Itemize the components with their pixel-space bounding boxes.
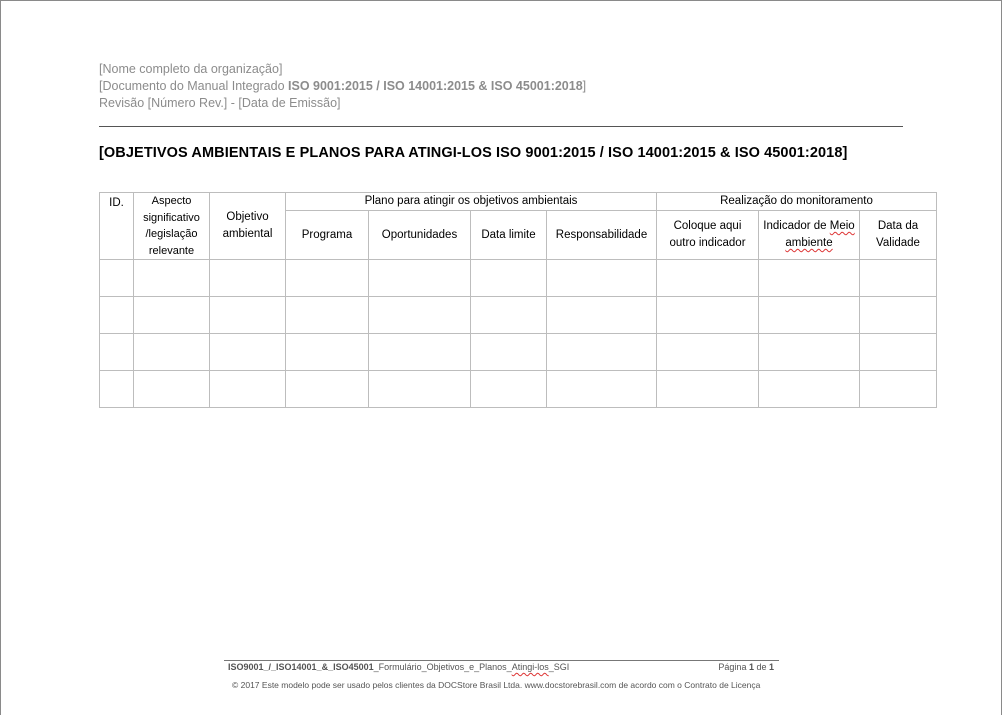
table-cell[interactable] — [860, 260, 937, 297]
table-cell[interactable] — [759, 371, 860, 408]
document-reference-suffix: ] — [582, 79, 587, 93]
revision-line: Revisão [Número Rev.] - [Data de Emissão] — [99, 96, 341, 110]
table-cell[interactable] — [100, 334, 134, 371]
footer-divider — [224, 660, 779, 661]
table-cell[interactable] — [759, 260, 860, 297]
column-deadline: Data limite — [471, 211, 547, 260]
table-cell[interactable] — [286, 371, 369, 408]
table-cell[interactable] — [471, 371, 547, 408]
column-aspect: Aspecto significativo /legislação relevante — [134, 193, 210, 260]
table-cell[interactable] — [860, 297, 937, 334]
table-cell[interactable] — [100, 297, 134, 334]
column-environment-indicator — [759, 211, 860, 260]
table-cell[interactable] — [369, 334, 471, 371]
column-other-indicator: Coloque aqui outro indicador — [657, 211, 759, 260]
table-cell[interactable] — [547, 334, 657, 371]
table-header-row-group — [100, 193, 937, 211]
column-opportunities: Oportunidades — [369, 211, 471, 260]
group-monitoring: Realização do monitoramento — [657, 193, 937, 211]
table-cell[interactable] — [134, 297, 210, 334]
header-divider — [99, 126, 903, 127]
document-title: [OBJETIVOS AMBIENTAIS E PLANOS PARA ATINGI-LOS ISO 9001:2015 / ISO 14001:2015 & ISO 45001:2018] — [99, 145, 848, 161]
table-row — [100, 297, 937, 334]
table-row — [100, 260, 937, 297]
table-cell[interactable] — [100, 260, 134, 297]
table-cell[interactable] — [134, 334, 210, 371]
organization-name: [Nome completo da organização] — [99, 62, 283, 76]
table-cell[interactable] — [369, 260, 471, 297]
table-cell[interactable] — [759, 297, 860, 334]
column-responsibility: Responsabilidade — [547, 211, 657, 260]
page-number-mid: de — [753, 662, 769, 672]
table-cell[interactable] — [134, 260, 210, 297]
table-cell[interactable] — [210, 260, 286, 297]
footer-filename — [228, 662, 569, 672]
footer-filename-line — [228, 662, 774, 672]
table-cell[interactable] — [471, 260, 547, 297]
table-cell[interactable] — [657, 334, 759, 371]
page-number — [718, 662, 774, 672]
page-number-prefix: Página — [718, 662, 749, 672]
table-cell[interactable] — [286, 260, 369, 297]
footer-filename-suffix: _SGI — [548, 662, 570, 672]
table-cell[interactable] — [657, 260, 759, 297]
footer-filename-wavy: Atingi-los — [511, 662, 549, 672]
table-cell[interactable] — [471, 334, 547, 371]
page-current: 1 — [748, 662, 754, 672]
table-cell[interactable] — [547, 371, 657, 408]
document-header — [99, 61, 586, 112]
column-program: Programa — [286, 211, 369, 260]
table-cell[interactable] — [286, 297, 369, 334]
indicator-prefix: Indicador de — [763, 220, 830, 232]
table-cell[interactable] — [547, 297, 657, 334]
table-cell[interactable] — [210, 334, 286, 371]
document-reference-prefix: [Documento do Manual Integrado — [99, 79, 289, 93]
page-total: 1 — [768, 662, 774, 672]
table-cell[interactable] — [100, 371, 134, 408]
column-id: ID. — [100, 193, 134, 260]
indicator-environment: Meio ambiente — [785, 220, 855, 249]
table-cell[interactable] — [547, 260, 657, 297]
table-cell[interactable] — [210, 297, 286, 334]
document-reference — [99, 78, 586, 95]
table-cell[interactable] — [860, 334, 937, 371]
footer-filename-standards: ISO9001_/_ISO14001_&_ISO45001 — [228, 662, 374, 672]
footer-filename-body: _Formulário_Objetivos_e_Planos_ — [373, 662, 512, 672]
table-cell[interactable] — [134, 371, 210, 408]
footer-copyright: © 2017 Este modelo pode ser usado pelos clientes da DOCStore Brasil Ltda. www.docstorebrasil.com de acordo com o Contrato de Licença — [232, 680, 761, 690]
objectives-table — [99, 192, 937, 408]
column-objective: Objetivo ambiental — [210, 193, 286, 260]
table-cell[interactable] — [860, 371, 937, 408]
group-plan: Plano para atingir os objetivos ambientais — [286, 193, 657, 211]
table-cell[interactable] — [286, 334, 369, 371]
table-row — [100, 371, 937, 408]
table-row — [100, 334, 937, 371]
table-cell[interactable] — [657, 297, 759, 334]
column-validity-date: Data da Validade — [860, 211, 937, 260]
table-cell[interactable] — [210, 371, 286, 408]
table-cell[interactable] — [759, 334, 860, 371]
table-cell[interactable] — [657, 371, 759, 408]
table-cell[interactable] — [369, 371, 471, 408]
table-cell[interactable] — [471, 297, 547, 334]
table-cell[interactable] — [369, 297, 471, 334]
document-standards: ISO 9001:2015 / ISO 14001:2015 & ISO 45001:2018 — [288, 79, 583, 93]
